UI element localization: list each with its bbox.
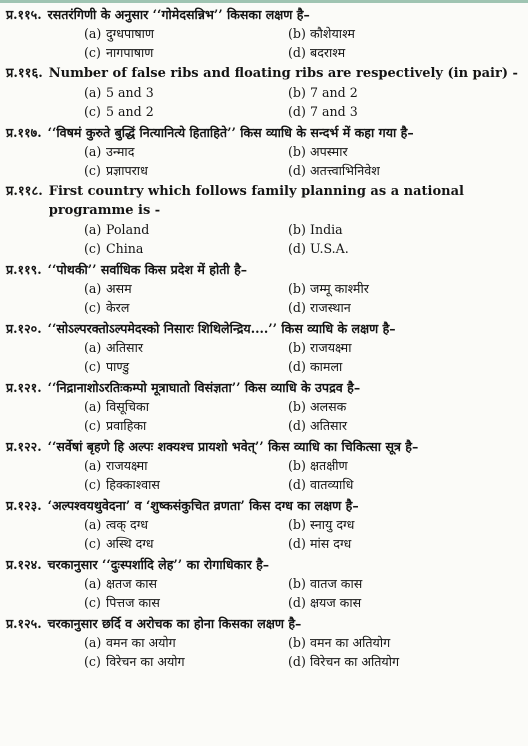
option-text: त्वक् दग्ध — [106, 517, 148, 532]
option-item — [84, 142, 288, 161]
option-label: (d) — [288, 359, 306, 374]
question-block — [0, 378, 528, 435]
option-item — [288, 338, 488, 357]
option-text: प्रवाहिका — [106, 418, 147, 433]
option-text: राजयक्ष्मा — [310, 340, 352, 355]
question-number: प्र.११५. — [6, 7, 42, 22]
option-text: राजस्थान — [310, 300, 351, 315]
option-label: (d) — [288, 45, 306, 60]
question-number: प्र.११७. — [6, 125, 42, 140]
question-text: ‘‘सोऽल्परक्तोऽल्पमेदस्को निसारः शिथिलेन्द्रिय....’’ किस व्याधि के लक्षण है– — [47, 321, 396, 336]
options-grid — [0, 397, 528, 435]
option-label: (b) — [288, 458, 306, 473]
option-item — [288, 574, 488, 593]
option-label: (d) — [288, 163, 306, 178]
question-line — [0, 182, 528, 220]
option-label: (c) — [84, 300, 101, 315]
option-text: असम — [106, 281, 132, 296]
question-line — [0, 319, 528, 338]
question-text: ‘‘विषमं कुरुते बुद्धिं नित्यानित्ये हिताहिते’’ किस व्याधि के सन्दर्भ में कहा गया है– — [47, 125, 414, 140]
option-text: केरल — [106, 300, 130, 315]
option-item — [288, 239, 488, 258]
option-text: प्रज्ञापराध — [106, 163, 148, 178]
options-grid — [0, 279, 528, 317]
option-item — [84, 220, 288, 239]
option-label: (b) — [288, 635, 306, 650]
question-line — [0, 437, 528, 456]
option-label: (c) — [84, 163, 101, 178]
options-grid — [0, 83, 528, 121]
option-text: स्नायु दग्ध — [310, 517, 355, 532]
question-line — [0, 378, 528, 397]
option-label: (c) — [84, 536, 101, 551]
question-block — [0, 555, 528, 612]
top-rule — [0, 0, 528, 3]
option-text: जम्मू काश्मीर — [310, 281, 369, 296]
question-number: प्र.१२०. — [6, 321, 42, 336]
option-item — [288, 416, 488, 435]
option-label: (b) — [288, 399, 306, 414]
question-number: प्र.१२१. — [6, 380, 42, 395]
option-item — [288, 298, 488, 317]
question-line — [0, 260, 528, 279]
question-number: प्र.१२२. — [6, 439, 42, 454]
option-text: Poland — [106, 222, 150, 237]
option-item — [288, 593, 488, 612]
option-text: China — [106, 241, 144, 256]
option-item — [288, 456, 488, 475]
question-number: प्र.१२४. — [6, 557, 42, 572]
option-text: 5 and 2 — [106, 104, 154, 119]
option-label: (c) — [84, 418, 101, 433]
options-grid — [0, 24, 528, 62]
options-grid — [0, 142, 528, 180]
option-item — [288, 83, 488, 102]
option-item — [288, 279, 488, 298]
question-block — [0, 64, 528, 121]
options-grid — [0, 574, 528, 612]
option-label: (b) — [288, 340, 306, 355]
question-text: ‘अल्पश्वयथुवेदना’ व ‘शुष्कसंकुचित व्रणता’ किस दग्ध का लक्षण है– — [47, 498, 359, 513]
option-text: वमन का अतियोग — [310, 635, 391, 650]
question-number: प्र.११८. — [6, 184, 43, 199]
option-item — [84, 593, 288, 612]
option-label: (b) — [288, 517, 306, 532]
option-item — [288, 397, 488, 416]
question-block — [0, 496, 528, 553]
option-label: (d) — [288, 418, 306, 433]
option-item — [288, 102, 488, 121]
question-number: प्र.११९. — [6, 262, 42, 277]
question-block — [0, 614, 528, 671]
option-label: (a) — [84, 144, 102, 159]
option-label: (a) — [84, 399, 102, 414]
option-text: पाण्डु — [106, 359, 130, 374]
question-text: चरकानुसार छर्दि व अरोचक का होना किसका लक्षण है– — [47, 616, 302, 631]
question-block — [0, 437, 528, 494]
option-label: (b) — [288, 26, 306, 41]
option-label: (d) — [288, 536, 306, 551]
option-text: कामला — [310, 359, 343, 374]
question-page — [0, 5, 528, 673]
option-text: हिक्काश्वास — [106, 477, 160, 492]
question-text: चरकानुसार ‘‘दुःस्पर्शादि लेह’’ का रोगाधिकार है– — [47, 557, 270, 572]
option-item — [84, 338, 288, 357]
question-line — [0, 123, 528, 142]
option-label: (b) — [288, 281, 306, 296]
option-item — [84, 298, 288, 317]
option-label: (a) — [84, 340, 102, 355]
option-label: (d) — [288, 104, 306, 119]
option-text: U.S.A. — [310, 241, 349, 256]
options-grid — [0, 220, 528, 258]
question-text: First country which follows family planning as a national programme is - — [48, 184, 464, 218]
option-item — [288, 43, 488, 62]
option-label: (a) — [84, 517, 102, 532]
option-label: (d) — [288, 595, 306, 610]
option-label: (c) — [84, 595, 101, 610]
option-text: दुग्धपाषाण — [106, 26, 155, 41]
option-text: नागपाषाण — [106, 45, 154, 60]
option-label: (b) — [288, 144, 306, 159]
option-label: (a) — [84, 26, 102, 41]
option-label: (a) — [84, 576, 102, 591]
option-text: क्षतक्षीण — [310, 458, 348, 473]
option-text: विरेचन का अतियोग — [310, 654, 400, 669]
question-text: रसतरंगिणी के अनुसार ‘‘गोमेदसन्निभ’’ किसका लक्षण है– — [47, 7, 310, 22]
question-line — [0, 614, 528, 633]
option-item — [288, 24, 488, 43]
option-text: वातज कास — [310, 576, 363, 591]
option-label: (c) — [84, 477, 101, 492]
option-label: (c) — [84, 359, 101, 374]
option-item — [84, 161, 288, 180]
option-text: क्षतज कास — [106, 576, 158, 591]
option-text: अपस्मार — [310, 144, 348, 159]
option-label: (a) — [84, 635, 102, 650]
option-label: (a) — [84, 85, 102, 100]
option-text: क्षयज कास — [310, 595, 362, 610]
question-line — [0, 555, 528, 574]
option-item — [288, 220, 488, 239]
option-label: (b) — [288, 576, 306, 591]
question-line — [0, 496, 528, 515]
option-label: (a) — [84, 281, 102, 296]
option-text: अलसक — [310, 399, 347, 414]
question-block — [0, 123, 528, 180]
options-grid — [0, 456, 528, 494]
options-grid — [0, 633, 528, 671]
question-number: प्र.१२३. — [6, 498, 42, 513]
options-grid — [0, 338, 528, 376]
option-item — [84, 574, 288, 593]
option-label: (b) — [288, 222, 306, 237]
option-label: (d) — [288, 241, 306, 256]
question-block — [0, 319, 528, 376]
option-text: अतत्त्वाभिनिवेश — [310, 163, 380, 178]
option-item — [288, 142, 488, 161]
options-grid — [0, 515, 528, 553]
option-item — [288, 534, 488, 553]
option-label: (c) — [84, 654, 101, 669]
option-item — [84, 102, 288, 121]
option-text: कौशेयाश्म — [310, 26, 355, 41]
option-label: (a) — [84, 458, 102, 473]
option-text: राजयक्ष्मा — [106, 458, 148, 473]
option-label: (d) — [288, 654, 306, 669]
option-item — [84, 652, 288, 671]
option-text: वमन का अयोग — [106, 635, 176, 650]
option-text: वातव्याधि — [310, 477, 354, 492]
option-item — [288, 515, 488, 534]
option-item — [84, 279, 288, 298]
option-text: पित्तज कास — [106, 595, 160, 610]
option-text: 7 and 3 — [310, 104, 358, 119]
option-item — [84, 515, 288, 534]
option-item — [288, 633, 488, 652]
option-text: विरेचन का अयोग — [106, 654, 185, 669]
option-label: (b) — [288, 85, 306, 100]
option-item — [288, 357, 488, 376]
option-item — [84, 416, 288, 435]
option-label: (c) — [84, 104, 101, 119]
option-text: अतिसार — [106, 340, 143, 355]
option-item — [84, 456, 288, 475]
option-item — [288, 161, 488, 180]
question-line — [0, 64, 528, 83]
option-item — [84, 239, 288, 258]
question-block — [0, 5, 528, 62]
option-text: मांस दग्ध — [310, 536, 352, 551]
option-item — [84, 43, 288, 62]
question-number: प्र.११६. — [6, 66, 43, 81]
question-text: ‘‘पोथकी’’ सर्वाधिक किस प्रदेश में होती है– — [47, 262, 248, 277]
option-text: अतिसार — [310, 418, 347, 433]
option-text: 7 and 2 — [310, 85, 358, 100]
option-label: (a) — [84, 222, 102, 237]
option-text: India — [310, 222, 343, 237]
option-text: 5 and 3 — [106, 85, 154, 100]
option-item — [288, 475, 488, 494]
option-item — [84, 397, 288, 416]
option-text: उन्माद — [106, 144, 135, 159]
option-label: (c) — [84, 241, 101, 256]
question-text: ‘‘सर्वेषां बृहणे हि अल्पः शक्यश्च प्रायशो भवेत्’’ किस व्याधि का चिकित्सा सूत्र है– — [47, 439, 419, 454]
question-text: ‘‘निद्रानाशोऽरतिःकम्पो मूत्राघातो विसंज्ञता’’ किस व्याधि के उपद्रव है– — [47, 380, 361, 395]
option-text: अस्थि दग्ध — [106, 536, 154, 551]
option-item — [84, 24, 288, 43]
question-line — [0, 5, 528, 24]
option-label: (d) — [288, 477, 306, 492]
option-item — [84, 357, 288, 376]
question-number: प्र.१२५. — [6, 616, 42, 631]
option-item — [84, 83, 288, 102]
option-label: (d) — [288, 300, 306, 315]
option-item — [288, 652, 488, 671]
option-item — [84, 475, 288, 494]
option-text: बदराश्म — [310, 45, 346, 60]
option-item — [84, 633, 288, 652]
question-block — [0, 182, 528, 258]
option-item — [84, 534, 288, 553]
question-text: Number of false ribs and floating ribs are respectively (in pair) - — [48, 66, 518, 81]
option-label: (c) — [84, 45, 101, 60]
question-block — [0, 260, 528, 317]
option-text: विसूचिका — [106, 399, 149, 414]
